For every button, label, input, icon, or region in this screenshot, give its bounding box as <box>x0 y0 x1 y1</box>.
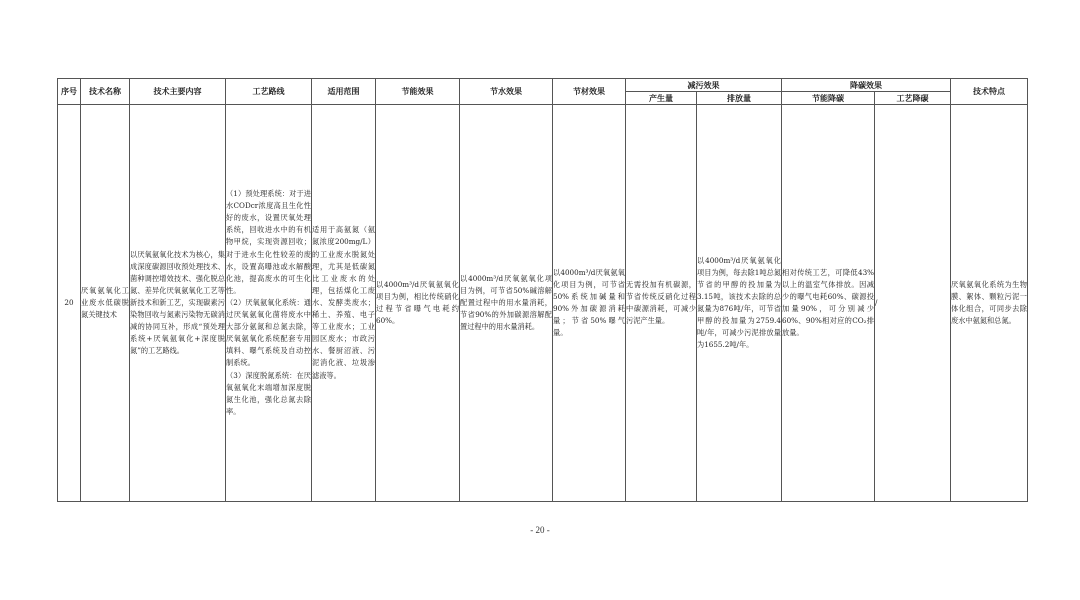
cell-seq: 20 <box>58 105 81 502</box>
route-step-3: （3）深度脱氮系统：在厌氧氨氧化末端增加深度脱氮生化池，强化总氮去除率。 <box>226 370 311 416</box>
cell-pollution-generated: 无需投加有机碳源，节省传统反硝化过程中碳源消耗，可减少污泥产生量。 <box>626 105 697 502</box>
header-features: 技术特点 <box>951 79 1028 105</box>
cell-content: 以厌氧氨氧化技术为核心，集成深度碳源回收预处理技术、菌种调控增效技术、强化脱总氮、差异化厌氧氨氧化工艺等新技术和新工艺，实现碳素污染物回收与氮素污染物无碳消减的协同互补，形成“预处理系统+厌氧氨氧化+深度脱氮”的工艺路线。 <box>130 105 226 502</box>
header-carbon-group: 降碳效果 <box>782 79 951 92</box>
cell-scope: 适用于高氨氮（氨氮浓度200mg/L）的工业废水脱氮处理，尤其是低碳氮比工业废水的处理，包括煤化工废水、发酵类废水；稀土、养殖、电子等工业废水；工业园区废水；市政污水、餐厨沼液、污泥消化液、垃圾渗滤液等。 <box>312 105 376 502</box>
header-content: 技术主要内容 <box>130 79 226 105</box>
header-route: 工艺路线 <box>226 79 312 105</box>
table-row <box>58 105 1028 502</box>
header-water: 节水效果 <box>460 79 553 105</box>
header-carbon-energy: 节能降碳 <box>782 92 875 105</box>
cell-water: 以4000m³/d厌氧氨氧化项目为例，可节省50%碱溶解配置过程中的用水量消耗，节省90%的外加碳源溶解配置过程中的用水量消耗。 <box>460 105 553 502</box>
header-pollution-emitted: 排放量 <box>697 92 782 105</box>
header-energy: 节能效果 <box>376 79 460 105</box>
cell-material: 以4000m³/d厌氧氨氧化项目为例，可节省50%系统加碱量和90%外加碳源消耗量；节省50%曝气量。 <box>553 105 626 502</box>
header-carbon-process: 工艺降碳 <box>875 92 951 105</box>
header-scope: 适用范围 <box>312 79 376 105</box>
cell-route <box>226 105 312 502</box>
technology-table <box>57 78 1028 502</box>
cell-carbon-process: / <box>875 105 951 502</box>
header-name: 技术名称 <box>81 79 130 105</box>
header-pollution-generated: 产生量 <box>626 92 697 105</box>
route-step-2: （2）厌氧氨氧化系统：通过厌氧氨氧化菌将废水中大部分氨氮和总氮去除，厌氧氨氧化系统配套专用填料、曝气系统及自动控制系统。 <box>226 297 311 368</box>
cell-features: 厌氧氨氧化系统为生物膜、絮体、颗粒污泥一体化组合，可同步去除废水中氨氮和总氮。 <box>951 105 1028 502</box>
cell-name: 厌氧氨氧化工业废水低碳脱氮关键技术 <box>81 105 130 502</box>
header-pollution-group: 减污效果 <box>626 79 782 92</box>
route-step-1: （1）预处理系统：对于进水CODcr浓度高且生化性好的废水，设置厌氧处理系统，回收进水中的有机物甲烷，实现资源回收；对于进水生化性较差的废水，设置高曝池或水解酸化池，提高废水的可生化性。 <box>226 189 311 295</box>
header-material: 节材效果 <box>553 79 626 105</box>
page-number: - 20 - <box>530 525 550 535</box>
cell-pollution-emitted: 以4000m³/d厌氧氨氧化项目为例，每去除1吨总氮节省的甲醇的投加量为3.15吨，该技术去除的总氮量为876吨/年，可节省甲醇的投加量为2759.4吨/年，可减少污泥排放量为1655.2吨/年。 <box>697 105 782 502</box>
header-row-1 <box>58 79 1028 92</box>
cell-carbon-energy: 相对传统工艺，可降低43%以上的温室气体排放。因减少的曝气电耗60%、碳源投加量90%，可分别减少60%、90%相对应的CO₂排放量。 <box>782 105 875 502</box>
cell-energy: 以4000m³/d厌氧氨氧化项目为例，相比传统硝化过程节省曝气电耗约60%。 <box>376 105 460 502</box>
header-seq: 序号 <box>58 79 81 105</box>
